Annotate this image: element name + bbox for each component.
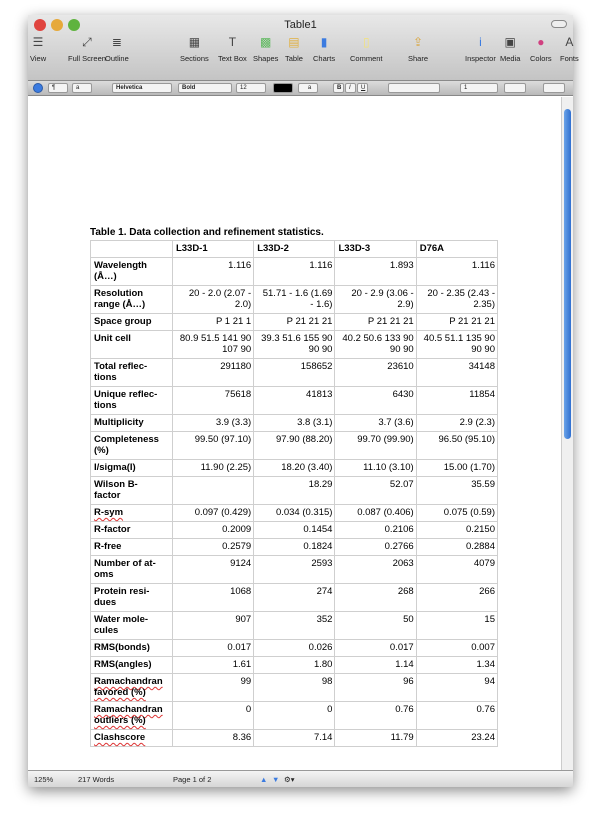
- line-spacing-select[interactable]: 1: [460, 83, 498, 93]
- table-cell[interactable]: 0.2766: [335, 539, 416, 556]
- toolbar-label: Inspector: [465, 54, 496, 63]
- column-header[interactable]: L33D-3: [335, 241, 416, 258]
- toolbar-label: Shapes: [253, 54, 279, 63]
- table-cell[interactable]: 94: [416, 674, 497, 702]
- table-cell[interactable]: 99.70 (99.90): [335, 432, 416, 460]
- toolbar-toggle-button[interactable]: [551, 20, 567, 28]
- font-style-select[interactable]: Bold: [178, 83, 232, 93]
- toolbar-comment-button[interactable]: [350, 35, 383, 63]
- toolbar-view-button[interactable]: [30, 35, 46, 63]
- outline-icon: ≣: [111, 35, 122, 49]
- table-cell[interactable]: 20 - 2.0 (2.07 - 2.0): [172, 286, 253, 314]
- table-row: [91, 657, 498, 674]
- toolbar-text-box-button[interactable]: [218, 35, 247, 63]
- row-label[interactable]: [91, 432, 173, 460]
- table-cell[interactable]: 8.36: [172, 730, 253, 747]
- table-cell[interactable]: 2.9 (2.3): [416, 415, 497, 432]
- row-label[interactable]: [91, 286, 173, 314]
- table-row: [91, 612, 498, 640]
- toolbar-share-button[interactable]: [408, 35, 428, 63]
- alignment-buttons[interactable]: [388, 83, 440, 93]
- italic-button[interactable]: I: [345, 83, 356, 93]
- inspector-icon: i: [479, 35, 482, 49]
- format-bar: [28, 81, 573, 96]
- table-cell[interactable]: 97.90 (88.20): [254, 432, 335, 460]
- column-header[interactable]: [91, 241, 173, 258]
- table-cell[interactable]: 0.097 (0.429): [172, 505, 253, 522]
- row-label[interactable]: [91, 505, 173, 522]
- toolbar-label: Comment: [350, 54, 383, 63]
- table-cell[interactable]: P 1 21 1: [172, 314, 253, 331]
- share-icon: ⇪: [412, 35, 424, 49]
- table-cell[interactable]: 40.2 50.6 133 90 90 90: [335, 331, 416, 359]
- toolbar-colors-button[interactable]: [530, 35, 552, 63]
- colors-icon: ●: [537, 35, 545, 49]
- row-label-text: Multiplicity: [94, 417, 144, 428]
- row-label-text: Total reflec- tions: [94, 361, 148, 383]
- toolbar-label: View: [30, 54, 47, 63]
- table-cell[interactable]: 3.8 (3.1): [254, 415, 335, 432]
- table-cell[interactable]: 34148: [416, 359, 497, 387]
- media-icon: ▣: [504, 35, 516, 49]
- table-cell[interactable]: 4079: [416, 556, 497, 584]
- row-label-text: Water mole- cules: [94, 614, 149, 636]
- table-cell[interactable]: 7.14: [254, 730, 335, 747]
- table-cell[interactable]: 39.3 51.6 155 90 90 90: [254, 331, 335, 359]
- scrollbar-thumb[interactable]: [564, 109, 571, 439]
- toolbar-media-button[interactable]: [500, 35, 520, 63]
- row-label-text: R-free: [94, 541, 122, 552]
- toolbar-label: Sections: [180, 54, 209, 63]
- table-cell[interactable]: 35.59: [416, 477, 497, 505]
- table-cell[interactable]: 15: [416, 612, 497, 640]
- table-cell[interactable]: 0.2106: [335, 522, 416, 539]
- toolbar-full-screen-button[interactable]: [68, 35, 106, 63]
- toolbar-outline-button[interactable]: [105, 35, 129, 63]
- row-label-text: Ramachandran favored (%): [94, 676, 163, 698]
- table-row: [91, 359, 498, 387]
- document-page[interactable]: [28, 97, 561, 770]
- table-cell[interactable]: 352: [254, 612, 335, 640]
- table-cell[interactable]: 2593: [254, 556, 335, 584]
- row-label-text: Clashscore: [94, 732, 146, 743]
- row-label[interactable]: [91, 612, 173, 640]
- text-box-icon: T: [228, 35, 237, 49]
- row-label[interactable]: [91, 460, 173, 477]
- row-label-text: Unique reflec- tions: [94, 389, 158, 411]
- row-label[interactable]: [91, 584, 173, 612]
- row-label-text: RMS(angles): [94, 659, 152, 670]
- view-icon: ☰: [32, 35, 44, 49]
- table-cell[interactable]: 1.34: [416, 657, 497, 674]
- table-cell[interactable]: 99: [172, 674, 253, 702]
- row-label[interactable]: [91, 415, 173, 432]
- table-cell[interactable]: 0.76: [335, 702, 416, 730]
- row-label[interactable]: [91, 314, 173, 331]
- table-cell[interactable]: 1068: [172, 584, 253, 612]
- table-cell[interactable]: 0.087 (0.406): [335, 505, 416, 522]
- toolbar-label: Full Screen: [68, 54, 106, 63]
- row-label-text: R-sym: [94, 507, 124, 518]
- table-cell[interactable]: 268: [335, 584, 416, 612]
- table-cell[interactable]: 0: [172, 702, 253, 730]
- columns-select[interactable]: [504, 83, 526, 93]
- gear-icon[interactable]: ⚙▾: [284, 775, 295, 784]
- title-bar: [28, 15, 579, 81]
- row-label[interactable]: [91, 730, 173, 747]
- table-cell[interactable]: 40.5 51.1 135 90 90 90: [416, 331, 497, 359]
- table-cell[interactable]: 158652: [254, 359, 335, 387]
- row-label-text: Wavelength (Å…): [94, 260, 147, 282]
- row-label[interactable]: [91, 657, 173, 674]
- toolbar-shapes-button[interactable]: [253, 35, 278, 63]
- table-cell[interactable]: 0.034 (0.315): [254, 505, 335, 522]
- toolbar-label: Text Box: [218, 54, 247, 63]
- table-cell[interactable]: 52.07: [335, 477, 416, 505]
- table-cell[interactable]: P 21 21 21: [254, 314, 335, 331]
- table-cell[interactable]: 1.80: [254, 657, 335, 674]
- table-row: [91, 286, 498, 314]
- row-label[interactable]: [91, 522, 173, 539]
- column-header[interactable]: L33D-2: [254, 241, 335, 258]
- table-row: [91, 331, 498, 359]
- table-cell[interactable]: 18.29: [254, 477, 335, 505]
- table-cell[interactable]: 96: [335, 674, 416, 702]
- table-row: [91, 539, 498, 556]
- shapes-icon: ▩: [260, 35, 272, 49]
- row-label[interactable]: [91, 702, 173, 730]
- table-cell[interactable]: 15.00 (1.70): [416, 460, 497, 477]
- toolbar-label: Table: [285, 54, 303, 63]
- table-cell[interactable]: 0.007: [416, 640, 497, 657]
- highlight-color-well[interactable]: a: [298, 83, 318, 93]
- page-indicator: Page 1 of 2: [173, 775, 212, 784]
- table-cell[interactable]: [172, 477, 253, 505]
- table-row: [91, 584, 498, 612]
- page-down-icon[interactable]: ▼: [272, 775, 280, 784]
- table-cell[interactable]: 11854: [416, 387, 497, 415]
- table-cell[interactable]: 0.026: [254, 640, 335, 657]
- table-row: [91, 556, 498, 584]
- row-label[interactable]: [91, 539, 173, 556]
- row-label-text: R-factor: [94, 524, 131, 535]
- font-size-input[interactable]: 12: [236, 83, 266, 93]
- fonts-icon: A: [565, 35, 574, 49]
- table-row: [91, 415, 498, 432]
- table-cell[interactable]: 907: [172, 612, 253, 640]
- table-cell[interactable]: 291180: [172, 359, 253, 387]
- toolbar-label: Fonts: [560, 54, 579, 63]
- toolbar-sections-button[interactable]: [180, 35, 209, 63]
- bold-button[interactable]: B: [333, 83, 344, 93]
- table-cell[interactable]: 274: [254, 584, 335, 612]
- table-cell[interactable]: 0: [254, 702, 335, 730]
- paragraph-styles-button[interactable]: [33, 83, 43, 93]
- table-row: [91, 505, 498, 522]
- row-label-text: I/sigma(I): [94, 462, 136, 473]
- row-label-text: Ramachandran outliers (%): [94, 704, 163, 726]
- list-style-select[interactable]: [543, 83, 565, 93]
- row-label-text: Space group: [94, 316, 152, 327]
- character-style-select[interactable]: a: [72, 83, 92, 93]
- table-cell[interactable]: 1.893: [335, 258, 416, 286]
- text-color-well[interactable]: [273, 83, 293, 93]
- table-cell[interactable]: 11.90 (2.25): [172, 460, 253, 477]
- table-cell[interactable]: P 21 21 21: [335, 314, 416, 331]
- paragraph-style-select[interactable]: ¶: [48, 83, 68, 93]
- toolbar-label: Share: [408, 54, 429, 63]
- table-cell[interactable]: 1.61: [172, 657, 253, 674]
- table-row: [91, 640, 498, 657]
- font-family-select[interactable]: Helvetica: [112, 83, 172, 93]
- toolbar-label: Outline: [105, 54, 129, 63]
- row-label-text: RMS(bonds): [94, 642, 150, 653]
- table-cell[interactable]: 11.79: [335, 730, 416, 747]
- table-row: [91, 460, 498, 477]
- row-label-text: Number of at- oms: [94, 558, 156, 580]
- column-header[interactable]: D76A: [416, 241, 497, 258]
- table-cell[interactable]: 99.50 (97.10): [172, 432, 253, 460]
- table-cell[interactable]: 96.50 (95.10): [416, 432, 497, 460]
- zoom-select[interactable]: 125%: [34, 775, 54, 784]
- table-row: [91, 477, 498, 505]
- toolbar-table-button[interactable]: [285, 35, 303, 63]
- table-row: [91, 730, 498, 747]
- underline-button[interactable]: U: [357, 83, 368, 93]
- table-cell[interactable]: 50: [335, 612, 416, 640]
- table-cell[interactable]: 0.017: [335, 640, 416, 657]
- table-cell[interactable]: 0.1824: [254, 539, 335, 556]
- table-cell[interactable]: 41813: [254, 387, 335, 415]
- table-cell[interactable]: 1.116: [254, 258, 335, 286]
- table-cell[interactable]: 20 - 2.35 (2.43 - 2.35): [416, 286, 497, 314]
- vertical-scrollbar[interactable]: [561, 97, 573, 770]
- row-label[interactable]: [91, 674, 173, 702]
- table-cell[interactable]: 0.2150: [416, 522, 497, 539]
- table-cell[interactable]: 6430: [335, 387, 416, 415]
- table-cell[interactable]: 266: [416, 584, 497, 612]
- row-label[interactable]: [91, 387, 173, 415]
- table-cell[interactable]: 0.2884: [416, 539, 497, 556]
- table-caption: Table 1. Data collection and refinement statistics.: [90, 227, 324, 238]
- table-cell[interactable]: 0.2579: [172, 539, 253, 556]
- table-cell[interactable]: 0.1454: [254, 522, 335, 539]
- toolbar-charts-button[interactable]: [313, 35, 335, 63]
- table-cell[interactable]: 1.116: [416, 258, 497, 286]
- row-label[interactable]: [91, 258, 173, 286]
- pages-window: [28, 15, 579, 787]
- charts-icon: ▮: [320, 35, 328, 49]
- table-cell[interactable]: 11.10 (3.10): [335, 460, 416, 477]
- sections-icon: ▦: [188, 35, 201, 49]
- table-cell[interactable]: 0.075 (0.59): [416, 505, 497, 522]
- table-cell[interactable]: 23610: [335, 359, 416, 387]
- column-header[interactable]: L33D-1: [172, 241, 253, 258]
- table-cell[interactable]: 51.71 - 1.6 (1.69 - 1.6): [254, 286, 335, 314]
- row-label-text: Wilson B- factor: [94, 479, 138, 501]
- statistics-table: [90, 240, 498, 747]
- toolbar-label: Media: [500, 54, 521, 63]
- table-row: [91, 387, 498, 415]
- window-title: Table1: [284, 19, 317, 31]
- table-cell[interactable]: 3.9 (3.3): [172, 415, 253, 432]
- status-bar: [28, 770, 573, 787]
- toolbar-label: Colors: [530, 54, 552, 63]
- table-cell[interactable]: 0.76: [416, 702, 497, 730]
- table-cell[interactable]: 0.2009: [172, 522, 253, 539]
- toolbar-inspector-button[interactable]: [465, 35, 496, 63]
- row-label-text: Resolution range (Å…): [94, 288, 146, 310]
- table-cell[interactable]: 2063: [335, 556, 416, 584]
- row-label-text: Completeness (%): [94, 434, 159, 456]
- table-cell[interactable]: 98: [254, 674, 335, 702]
- table-cell[interactable]: 23.24: [416, 730, 497, 747]
- comment-icon: ▯: [362, 35, 370, 49]
- row-label-text: Unit cell: [94, 333, 131, 344]
- row-label[interactable]: [91, 331, 173, 359]
- toolbar-fonts-button[interactable]: [560, 35, 579, 63]
- table-cell[interactable]: 1.14: [335, 657, 416, 674]
- row-label[interactable]: [91, 477, 173, 505]
- table-cell[interactable]: 18.20 (3.40): [254, 460, 335, 477]
- toolbar-label: Charts: [313, 54, 336, 63]
- table-row: [91, 674, 498, 702]
- table-cell[interactable]: 3.7 (3.6): [335, 415, 416, 432]
- table-row: [91, 432, 498, 460]
- table-cell[interactable]: 9124: [172, 556, 253, 584]
- table-cell[interactable]: P 21 21 21: [416, 314, 497, 331]
- table-cell[interactable]: 1.116: [172, 258, 253, 286]
- table-row: [91, 702, 498, 730]
- page-up-icon[interactable]: ▲: [260, 775, 268, 784]
- row-label-text: Protein resi- dues: [94, 586, 150, 608]
- full-screen-icon: ⤢: [82, 35, 92, 49]
- table-cell[interactable]: 75618: [172, 387, 253, 415]
- row-label[interactable]: [91, 359, 173, 387]
- table-cell[interactable]: 0.017: [172, 640, 253, 657]
- table-row: [91, 522, 498, 539]
- table-cell[interactable]: 20 - 2.9 (3.06 - 2.9): [335, 286, 416, 314]
- table-icon: ▤: [288, 35, 300, 49]
- table-row: [91, 258, 498, 286]
- table-cell[interactable]: 80.9 51.5 141 90 107 90: [172, 331, 253, 359]
- table-row: [91, 314, 498, 331]
- row-label[interactable]: [91, 640, 173, 657]
- word-count: 217 Words: [78, 775, 115, 784]
- row-label[interactable]: [91, 556, 173, 584]
